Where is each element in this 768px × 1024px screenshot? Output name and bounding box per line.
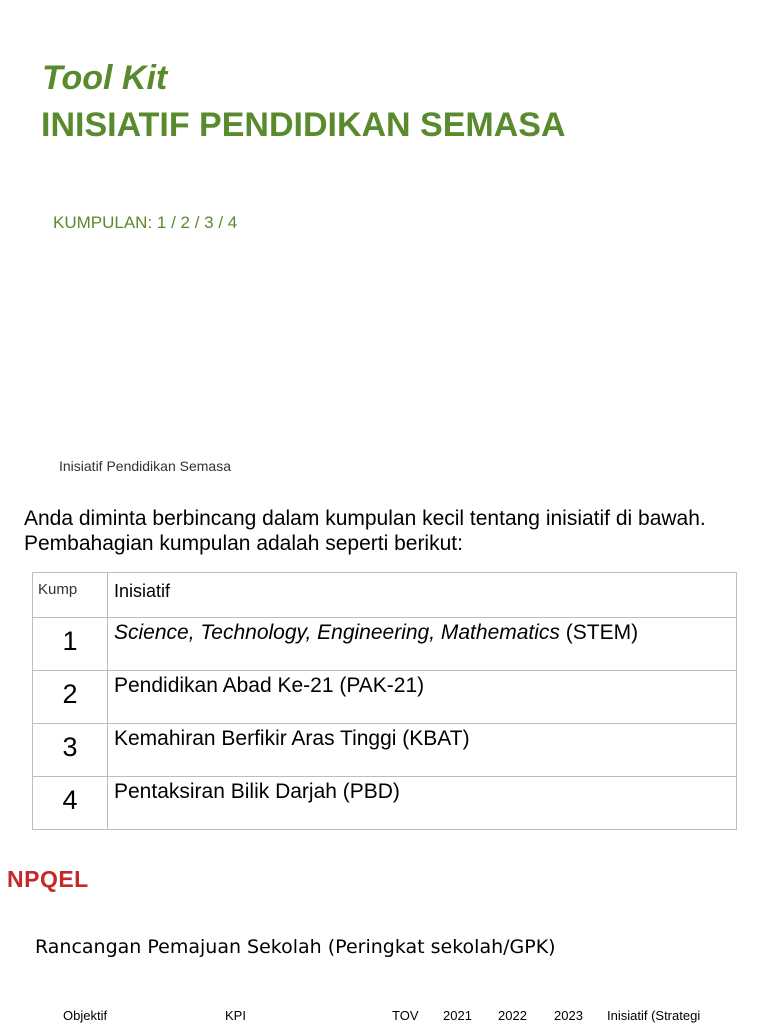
row-number: 1 <box>33 618 108 671</box>
row-initiative-text: Kemahiran Berfikir Aras Tinggi (KBAT) <box>114 727 470 750</box>
table-header-row <box>33 573 737 618</box>
npqel-logo: NPQEL <box>7 866 89 892</box>
row-initiative-italic: Science, Technology, Engineering, Mathematics <box>114 621 560 644</box>
col-objektif: Objektif <box>63 1008 108 1023</box>
page-title: INISIATIF PENDIDIKAN SEMASA <box>41 106 566 144</box>
table-row <box>33 618 737 671</box>
kumpulan-label: KUMPULAN: 1 / 2 / 3 / 4 <box>53 213 238 232</box>
col-inisiatif: Inisiatif (Strategi <box>607 1008 701 1023</box>
row-initiative-text: (STEM) <box>559 621 639 644</box>
row-initiative <box>108 618 737 671</box>
row-initiative-text: Pentaksiran Bilik Darjah (PBD) <box>114 780 400 803</box>
col-2022: 2022 <box>498 1008 527 1023</box>
row-initiative-text: Pendidikan Abad Ke-21 (PAK-21) <box>114 674 425 697</box>
row-initiative <box>108 777 737 830</box>
col-2021: 2021 <box>443 1008 472 1023</box>
header-inisiatif: Inisiatif <box>108 573 737 618</box>
row-initiative <box>108 671 737 724</box>
table-row <box>33 671 737 724</box>
table-row <box>33 777 737 830</box>
rancangan-heading: Rancangan Pemajuan Sekolah (Peringkat sekolah/GPK) <box>35 936 556 958</box>
col-tov: TOV <box>392 1008 419 1023</box>
header-kump: Kump <box>33 573 108 618</box>
col-kpi: KPI <box>225 1008 246 1023</box>
col-2023: 2023 <box>554 1008 583 1023</box>
table-row <box>33 724 737 777</box>
row-number: 2 <box>33 671 108 724</box>
instructions-text: Anda diminta berbincang dalam kumpulan kecil tentang inisiatif di bawah. Pembahagian kumpulan adalah seperti berikut: <box>24 507 706 555</box>
section-label: Inisiatif Pendidikan Semasa <box>59 458 231 474</box>
row-number: 4 <box>33 777 108 830</box>
row-initiative <box>108 724 737 777</box>
toolkit-title: Tool Kit <box>42 59 168 97</box>
row-number: 3 <box>33 724 108 777</box>
group-table <box>32 572 737 830</box>
